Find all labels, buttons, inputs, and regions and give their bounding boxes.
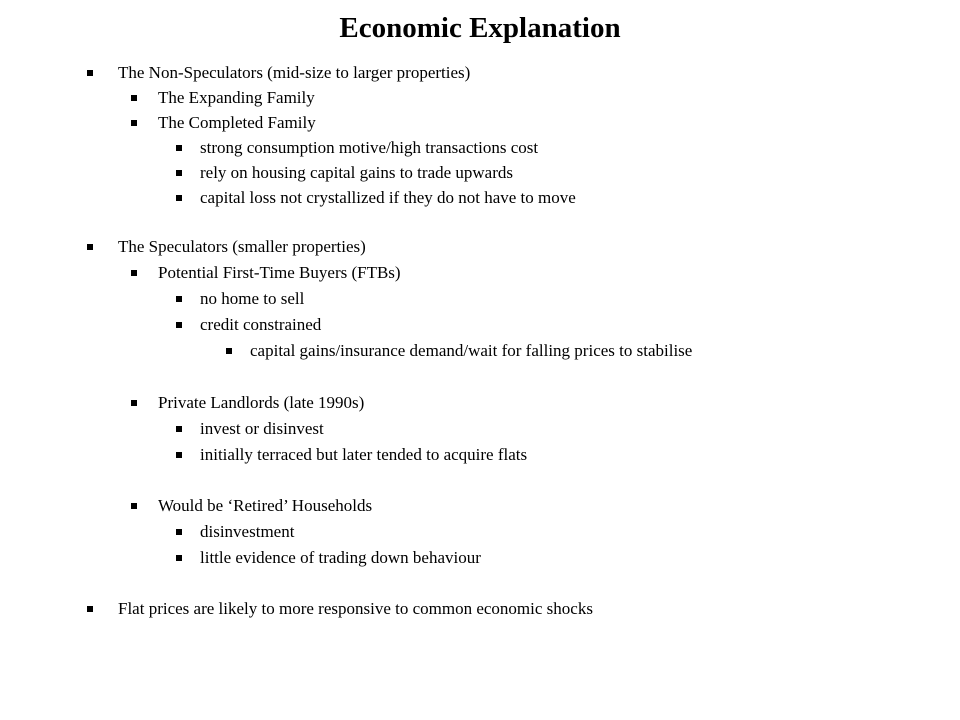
bullet-icon: [131, 95, 137, 101]
bullet-text-level3: initially terraced but later tended to acquire flats: [200, 445, 528, 464]
bullet-text-level2: Potential First-Time Buyers (FTBs): [158, 263, 401, 282]
bullet-icon: [226, 348, 232, 354]
bullet-icon: [131, 503, 137, 509]
bullet-text-level2: The Completed Family: [158, 113, 316, 132]
bullet-text-level2: Private Landlords (late 1990s): [158, 393, 365, 412]
bullet-icon: [87, 244, 93, 250]
bullet-text-level1: The Speculators (smaller properties): [118, 237, 366, 256]
bullet-icon: [176, 426, 182, 432]
bullet-icon: [176, 145, 182, 151]
bullet-text-level3: no home to sell: [200, 289, 305, 308]
bullet-icon: [176, 555, 182, 561]
bullet-text-level3: little evidence of trading down behaviour: [200, 548, 481, 567]
bullet-text-level2: Would be ‘Retired’ Households: [158, 496, 373, 515]
bullet-icon: [176, 195, 182, 201]
bullet-text-level3: credit constrained: [200, 315, 322, 334]
bullet-icon: [131, 400, 137, 406]
bullet-text-level3: invest or disinvest: [200, 419, 324, 438]
bullet-icon: [176, 296, 182, 302]
bullet-text-level2: The Expanding Family: [158, 88, 315, 107]
slide-title: Economic Explanation: [339, 12, 621, 44]
bullet-icon: [131, 270, 137, 276]
bullet-text-level3: strong consumption motive/high transactions cost: [200, 138, 539, 157]
bullet-icon: [87, 70, 93, 76]
bullet-text-level1: Flat prices are likely to more responsive to common economic shocks: [118, 599, 593, 618]
bullet-text-level3: capital loss not crystallized if they do not have to move: [200, 188, 576, 207]
bullet-text-level1: The Non-Speculators (mid-size to larger properties): [118, 63, 471, 82]
bullet-icon: [176, 529, 182, 535]
bullet-icon: [176, 452, 182, 458]
bullet-text-level4: capital gains/insurance demand/wait for falling prices to stabilise: [250, 341, 693, 360]
bullet-icon: [131, 120, 137, 126]
bullet-text-level3: rely on housing capital gains to trade upwards: [200, 163, 514, 182]
bullet-icon: [176, 322, 182, 328]
bullet-icon: [87, 606, 93, 612]
bullet-text-level3: disinvestment: [200, 522, 295, 541]
bullet-icon: [176, 170, 182, 176]
